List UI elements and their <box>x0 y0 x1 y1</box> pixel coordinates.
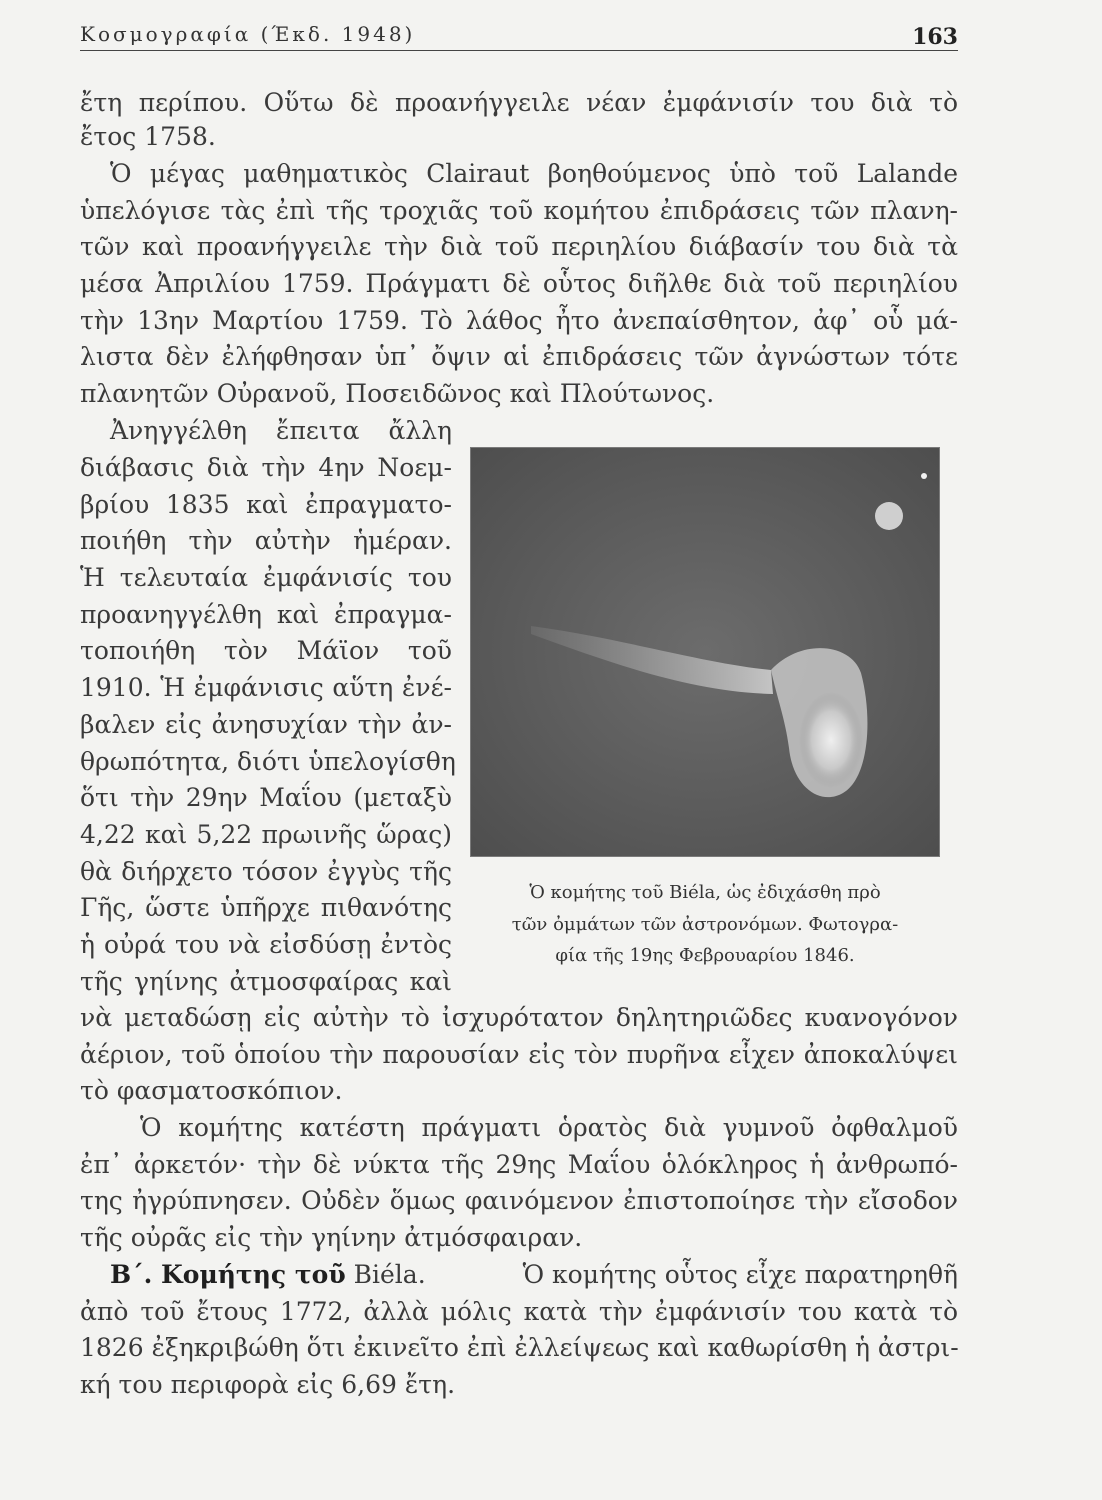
page-header <box>80 18 958 51</box>
text-line: τῶν καὶ προανήγγειλε τὴν διὰ τοῦ περιηλίου διάβασίν του διὰ τὰ <box>80 232 958 261</box>
section-heading: Β΄. Κομήτης τοῦ <box>110 1260 346 1289</box>
column-line: θὰ διήρχετο τόσον ἐγγὺς τῆς <box>80 857 452 886</box>
page-number: 163 <box>912 24 958 50</box>
text-line: 1826 ἐξηκριβώθη ὅτι ἐκινεῖτο ἐπὶ ἐλλείψεως καὶ καθωρίσθη ἡ ἀστρι- <box>80 1333 959 1362</box>
text-line: τὴν 13ην Μαρτίου 1759. Τὸ λάθος ἦτο ἀνεπαίσθητον, ἀφ᾽ οὗ μά- <box>80 306 958 335</box>
column-line: 4,22 καὶ 5,22 πρωινῆς ὥρας) <box>80 820 452 849</box>
star <box>921 473 927 479</box>
text-line: πλανητῶν Οὐρανοῦ, Ποσειδῶνος καὶ Πλούτωνος. <box>80 379 715 408</box>
comet-nucleus <box>799 692 863 788</box>
text-line: ἀέριον, τοῦ ὁποίου τὴν παρουσίαν εἰς τὸν πυρῆνα εἶχεν ἀποκαλύψει <box>80 1040 958 1069</box>
column-line: 1910. Ἡ ἐμφάνισις αὕτη ἐνέ- <box>80 673 452 702</box>
text-line: κή του περιφορὰ εἰς 6,69 ἔτη. <box>80 1370 456 1399</box>
text-line: της ἠγρύπνησεν. Οὐδὲν ὅμως φαινόμενον ἐπιστοποίησε τὴν εἴσοδον <box>80 1186 958 1215</box>
section-heading-group <box>110 1258 426 1292</box>
column-line: Ἀνηγγέλθη ἔπειτα ἄλλη <box>110 416 452 445</box>
column-line: τοποιήθη τὸν Μάϊον τοῦ <box>80 636 452 665</box>
text-line: ἔτη περίπου. Οὕτω δὲ προανήγγειλε νέαν ἐμφάνισίν του διὰ τὸ <box>80 88 958 117</box>
text-line: ὑπελόγισε τὰς ἐπὶ τῆς τροχιᾶς τοῦ κομήτου ἐπιδράσεις τῶν πλανη- <box>80 196 958 225</box>
column-line: θρωπότητα, διότι ὑπελογίσθη <box>80 747 456 776</box>
section-heading-line <box>110 1258 958 1292</box>
column-line: ὅτι τὴν 29ην Μαΐου (μεταξὺ <box>80 783 452 812</box>
text-line: λιστα δὲν ἐλήφθησαν ὑπ᾽ ὄψιν αἱ ἐπιδράσεις τῶν ἀγνώστων τότε <box>80 342 958 371</box>
text-line: τῆς οὐρᾶς εἰς τὴν γηίνην ἀτμόσφαιραν. <box>80 1223 583 1252</box>
column-line: Γῆς, ὥστε ὑπῆρχε πιθανότης <box>80 893 452 922</box>
text-line: τὸ φασματοσκόπιον. <box>80 1076 343 1105</box>
comet-image <box>471 448 939 856</box>
comet-photograph <box>470 447 940 857</box>
column-line: βαλεν εἰς ἀνησυχίαν τὴν ἀν- <box>80 710 452 739</box>
text-line: Ὁ μέγας μαθηματικὸς Clairaut βοηθούμενος ὑπὸ τοῦ Lalande <box>110 159 958 188</box>
section-heading-name: Biéla. <box>353 1260 426 1289</box>
column-line: ποιήθη τὴν αὐτὴν ἡμέραν. <box>80 526 452 555</box>
column-line: προανηγγέλθη καὶ ἐπραγμα- <box>80 600 452 629</box>
column-line: ἡ οὐρά του νὰ εἰσδύσῃ ἐντὸς <box>80 930 452 959</box>
column-line: διάβασις διὰ τὴν 4ην Νοεμ- <box>80 453 452 482</box>
figure-caption-line: τῶν ὀμμάτων τῶν ἀστρονόμων. Φωτογρα- <box>511 914 899 935</box>
column-line: Ἡ τελευταία ἐμφάνισίς του <box>80 563 452 592</box>
comet-fragment <box>875 502 903 530</box>
text-line: νὰ μεταδώσῃ εἰς αὐτὴν τὸ ἰσχυρότατον δηλητηριῶδες κυανογόνον <box>80 1003 958 1032</box>
text-line: μέσα Ἀπριλίου 1759. Πράγματι δὲ οὗτος διῆλθε διὰ τοῦ περιηλίου <box>80 269 958 298</box>
figure-caption-line: Ὁ κομήτης τοῦ Biéla, ὡς ἐδιχάσθη πρὸ <box>529 882 881 903</box>
column-line: βρίου 1835 καὶ ἐπραγματο- <box>80 490 452 519</box>
text-line: ἀπὸ τοῦ ἔτους 1772, ἀλλὰ μόλις κατὰ τὴν ἐμφάνισίν του κατὰ τὸ <box>80 1297 958 1326</box>
figure-caption-line: φία τῆς 19ης Φεβρουαρίου 1846. <box>555 945 855 966</box>
text-line: Ὁ κομήτης κατέστη πράγματι ὁρατὸς διὰ γυμνοῦ ὀφθαλμοῦ <box>140 1113 958 1142</box>
text-line: ἐπ᾽ ἀρκετόν· τὴν δὲ νύκτα τῆς 29ης Μαΐου ὁλόκληρος ἡ ἀνθρωπό- <box>80 1150 958 1179</box>
text-line: ἔτος 1758. <box>80 122 216 151</box>
running-title: Κοσμογραφία (Έκδ. 1948) <box>80 22 416 46</box>
column-line: τῆς γηίνης ἀτμοσφαίρας καὶ <box>80 967 452 996</box>
section-first-line-rest: Ὁ κομήτης οὗτος εἶχε παρατηρηθῆ <box>522 1260 958 1289</box>
